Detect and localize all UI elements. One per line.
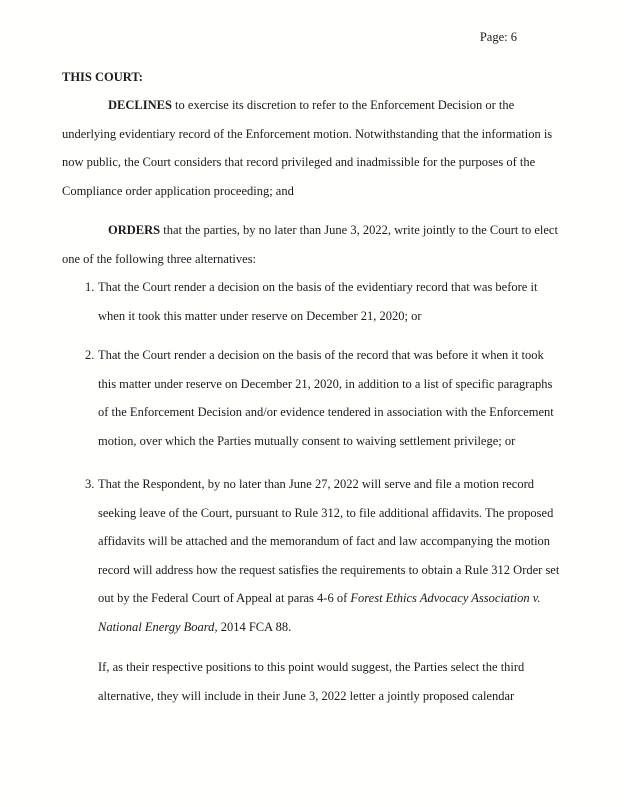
- list-item-number: 2.: [85, 348, 95, 362]
- case-citation-italic: Forest Ethics Advocacy Association v. National Energy Board: [98, 591, 541, 634]
- paragraph-declines: [62, 91, 560, 205]
- list-item-text: [98, 470, 560, 641]
- list-item-number: 1.: [85, 280, 95, 294]
- list-item-text-before-citation: That the Respondent, by no later than June 27, 2022 will serve and file a motion record seeking leave of the Court, pursuant to Rule 312, to file additional affidavits. The proposed affidavits will be attached and the memorandum of fact and law accompanying the motion record will address how the request satisfies the requirements to obtain a Rule 312 Order set out by the Federal Court of Appeal at paras 4-6 of: [98, 477, 560, 605]
- list-item: [85, 273, 560, 330]
- orders-lead-word: ORDERS: [108, 223, 161, 237]
- orders-paragraph-text: that the parties, by no later than June 3, 2022, write jointly to the Court to elect one of the following three alternatives:: [62, 223, 558, 266]
- closing-paragraph: If, as their respective positions to this point would suggest, the Parties select the third alternative, they will include in their June 3, 2022 letter a jointly proposed calendar: [98, 660, 525, 703]
- declines-paragraph-text: to exercise its discretion to refer to the Enforcement Decision or the underlying evidentiary record of the Enforcement motion. Notwithstanding that the information is now public, the Court considers that record privileged and inadmissible for the purposes of the Compliance order application proceeding; and: [62, 98, 553, 198]
- list-item-text: That the Court render a decision on the basis of the evidentiary record that was before it when it took this matter under reserve on December 21, 2020; or: [98, 280, 538, 323]
- paragraph-orders: [62, 216, 560, 273]
- page-number: Page: 6: [479, 30, 517, 44]
- case-citation-suffix: , 2014 FCA 88.: [214, 619, 292, 634]
- section-heading: THIS COURT:: [62, 69, 143, 84]
- list-item-number: 3.: [85, 477, 95, 491]
- alternatives-list: [85, 273, 560, 641]
- list-item: [85, 341, 560, 455]
- declines-lead-word: DECLINES: [108, 98, 172, 112]
- list-item-text: That the Court render a decision on the basis of the record that was before it when it took this matter under reserve on December 21, 2020, in addition to a list of specific paragraphs of the Enforcement Decision and/or evidence tendered in association with the Enforcement motion, over which the Parties mutually consent to waiving settlement privilege; or: [98, 348, 554, 448]
- list-item: [85, 470, 560, 641]
